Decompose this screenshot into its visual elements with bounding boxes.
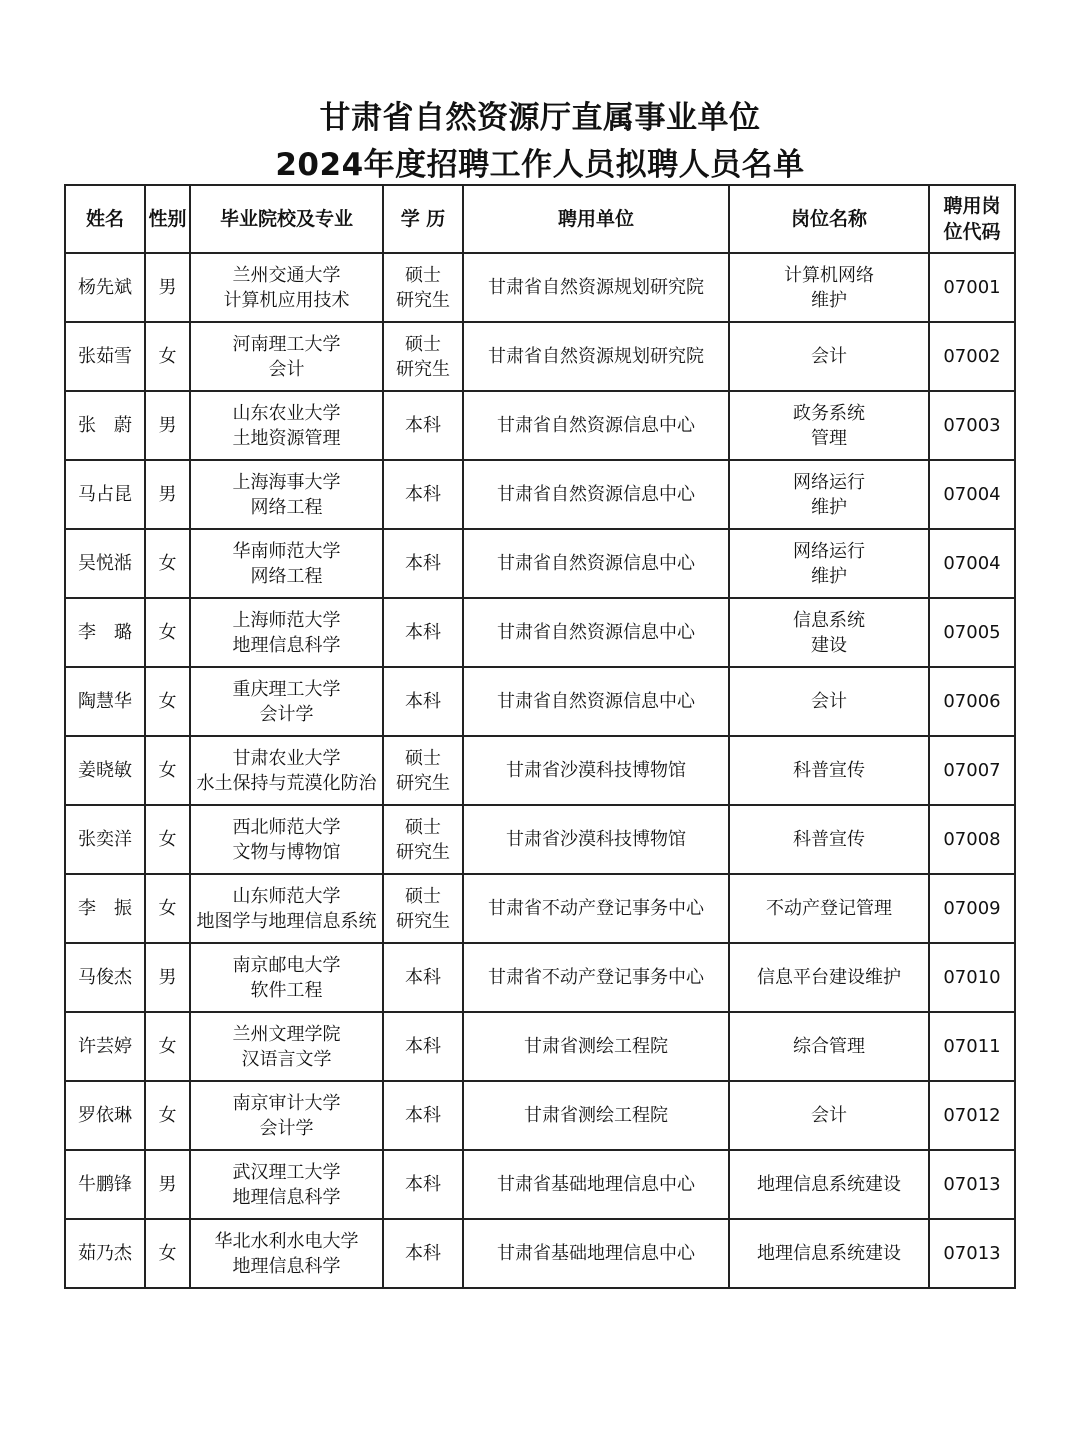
- cell-unit: 甘肃省自然资源信息中心: [463, 598, 729, 667]
- cell-major: 地图学与地理信息系统: [196, 910, 377, 932]
- cell-school: 华南师范大学: [232, 540, 341, 562]
- cell-school-major: [190, 391, 383, 460]
- cell-post-line1: 会计: [811, 346, 847, 367]
- cell-school-major: [190, 736, 383, 805]
- cell-major: 会计: [268, 358, 305, 380]
- cell-unit: 甘肃省测绘工程院: [463, 1012, 729, 1081]
- cell-education-line2: 研究生: [396, 910, 450, 932]
- cell-unit: 甘肃省测绘工程院: [463, 1081, 729, 1150]
- cell-gender: 男: [145, 460, 190, 529]
- table-row: [65, 1081, 1015, 1150]
- cell-name: 茹乃杰: [65, 1219, 145, 1288]
- cell-school: 上海师范大学: [232, 609, 341, 631]
- cell-post-code: 07013: [929, 1219, 1015, 1288]
- cell-major: 网络工程: [250, 496, 323, 518]
- cell-education-line1: 本科: [405, 484, 441, 505]
- cell-gender: 男: [145, 253, 190, 322]
- table-row: [65, 322, 1015, 391]
- cell-post-code: 07003: [929, 391, 1015, 460]
- cell-gender: 女: [145, 529, 190, 598]
- cell-school-major: [190, 805, 383, 874]
- cell-education: [383, 805, 463, 874]
- cell-education-line1: 本科: [405, 1174, 441, 1195]
- header-education: 学 历: [383, 185, 463, 253]
- cell-school: 南京邮电大学: [232, 954, 341, 976]
- cell-school-major: [190, 667, 383, 736]
- table-row: [65, 253, 1015, 322]
- cell-unit: 甘肃省自然资源信息中心: [463, 529, 729, 598]
- cell-post-line1: 不动产登记管理: [766, 898, 892, 919]
- cell-education-line2: 研究生: [396, 358, 450, 380]
- cell-gender: 女: [145, 322, 190, 391]
- cell-education-line1: 硕士: [405, 747, 441, 769]
- header-name: 姓名: [65, 185, 145, 253]
- cell-post-code: 07002: [929, 322, 1015, 391]
- cell-post-line1: 信息系统: [793, 609, 865, 631]
- cell-post-line2: 维护: [811, 565, 847, 587]
- cell-post-line1: 会计: [811, 1105, 847, 1126]
- cell-education: [383, 391, 463, 460]
- cell-name: 姜晓敏: [65, 736, 145, 805]
- table-row: [65, 1150, 1015, 1219]
- cell-post-line1: 科普宣传: [793, 760, 865, 781]
- table-row: [65, 943, 1015, 1012]
- page-subtitle: 2024年度招聘工作人员拟聘人员名单: [275, 147, 805, 183]
- header-post-name: 岗位名称: [729, 185, 929, 253]
- cell-school: 武汉理工大学: [232, 1161, 341, 1183]
- cell-major: 网络工程: [250, 565, 323, 587]
- cell-unit: 甘肃省沙漠科技博物馆: [463, 805, 729, 874]
- cell-education-line1: 本科: [405, 415, 441, 436]
- cell-post-name: [729, 805, 929, 874]
- cell-gender: 女: [145, 598, 190, 667]
- cell-school-major: [190, 598, 383, 667]
- cell-major: 软件工程: [250, 979, 323, 1001]
- cell-major: 文物与博物馆: [232, 841, 341, 863]
- cell-post-name: [729, 1219, 929, 1288]
- cell-post-name: [729, 529, 929, 598]
- cell-post-name: [729, 943, 929, 1012]
- cell-post-name: [729, 598, 929, 667]
- cell-school: 河南理工大学: [232, 333, 341, 355]
- cell-post-code: 07005: [929, 598, 1015, 667]
- cell-post-line1: 网络运行: [793, 471, 865, 493]
- header-post-code: [929, 185, 1015, 253]
- cell-post-code: 07007: [929, 736, 1015, 805]
- cell-education-line2: 研究生: [396, 289, 450, 311]
- cell-post-code: 07012: [929, 1081, 1015, 1150]
- cell-post-code: 07009: [929, 874, 1015, 943]
- cell-post-code: 07008: [929, 805, 1015, 874]
- page-title: 甘肃省自然资源厅直属事业单位: [319, 100, 761, 136]
- cell-gender: 女: [145, 1219, 190, 1288]
- cell-post-code: 07004: [929, 460, 1015, 529]
- cell-post-line1: 会计: [811, 691, 847, 712]
- cell-post-line1: 地理信息系统建设: [757, 1243, 901, 1264]
- cell-school-major: [190, 460, 383, 529]
- cell-gender: 女: [145, 805, 190, 874]
- cell-gender: 男: [145, 1150, 190, 1219]
- cell-major: 会计学: [259, 703, 314, 725]
- cell-education-line1: 本科: [405, 553, 441, 574]
- cell-school-major: [190, 1081, 383, 1150]
- table-row: [65, 874, 1015, 943]
- cell-gender: 女: [145, 1012, 190, 1081]
- table-row: [65, 460, 1015, 529]
- candidate-table: [64, 184, 1016, 1289]
- cell-school-major: [190, 1150, 383, 1219]
- cell-post-line2: 维护: [811, 496, 847, 518]
- cell-gender: 女: [145, 667, 190, 736]
- cell-name: 张 蔚: [65, 391, 145, 460]
- cell-education-line1: 本科: [405, 1105, 441, 1126]
- cell-school: 南京审计大学: [232, 1092, 341, 1114]
- cell-name: 牛鹏锋: [65, 1150, 145, 1219]
- cell-education: [383, 1081, 463, 1150]
- cell-post-code: 07006: [929, 667, 1015, 736]
- table-row: [65, 391, 1015, 460]
- cell-post-line2: 管理: [811, 427, 847, 449]
- cell-education-line1: 本科: [405, 1036, 441, 1057]
- cell-post-code: 07004: [929, 529, 1015, 598]
- cell-school: 华北水利水电大学: [214, 1230, 359, 1252]
- cell-name: 吴悦湉: [65, 529, 145, 598]
- cell-post-line1: 计算机网络: [784, 264, 874, 286]
- cell-unit: 甘肃省基础地理信息中心: [463, 1219, 729, 1288]
- cell-post-name: [729, 391, 929, 460]
- cell-school: 上海海事大学: [232, 471, 341, 493]
- cell-post-name: [729, 1012, 929, 1081]
- cell-name: 马俊杰: [65, 943, 145, 1012]
- cell-school: 西北师范大学: [232, 816, 341, 838]
- cell-name: 马占昆: [65, 460, 145, 529]
- cell-education-line1: 本科: [405, 1243, 441, 1264]
- cell-education-line1: 本科: [405, 691, 441, 712]
- cell-education-line1: 本科: [405, 967, 441, 988]
- cell-education: [383, 736, 463, 805]
- cell-name: 许芸婷: [65, 1012, 145, 1081]
- cell-major: 计算机应用技术: [223, 289, 350, 311]
- cell-education-line1: 硕士: [405, 885, 441, 907]
- table-row: [65, 736, 1015, 805]
- cell-school-major: [190, 529, 383, 598]
- cell-post-name: [729, 253, 929, 322]
- cell-unit: 甘肃省自然资源信息中心: [463, 460, 729, 529]
- header-post-code-line2: 位代码: [943, 221, 1001, 243]
- cell-name: 张奕洋: [65, 805, 145, 874]
- cell-education: [383, 322, 463, 391]
- cell-post-code: 07010: [929, 943, 1015, 1012]
- cell-major: 汉语言文学: [241, 1048, 332, 1070]
- cell-education-line1: 本科: [405, 622, 441, 643]
- cell-school: 山东师范大学: [232, 885, 341, 907]
- cell-name: 陶慧华: [65, 667, 145, 736]
- cell-education: [383, 253, 463, 322]
- cell-name: 李 璐: [65, 598, 145, 667]
- cell-unit: 甘肃省自然资源信息中心: [463, 391, 729, 460]
- cell-major: 地理信息科学: [232, 634, 341, 656]
- cell-gender: 女: [145, 874, 190, 943]
- cell-name: 李 振: [65, 874, 145, 943]
- cell-post-name: [729, 874, 929, 943]
- cell-education-line1: 硕士: [405, 816, 441, 838]
- cell-education: [383, 1150, 463, 1219]
- cell-unit: 甘肃省自然资源信息中心: [463, 667, 729, 736]
- cell-education-line1: 硕士: [405, 264, 441, 286]
- cell-education: [383, 1012, 463, 1081]
- header-school-major: 毕业院校及专业: [190, 185, 383, 253]
- cell-education: [383, 529, 463, 598]
- cell-post-line2: 维护: [811, 289, 847, 311]
- cell-name: 杨先斌: [65, 253, 145, 322]
- table-row: [65, 667, 1015, 736]
- cell-post-name: [729, 1081, 929, 1150]
- cell-post-line1: 地理信息系统建设: [757, 1174, 901, 1195]
- cell-education-line2: 研究生: [396, 772, 450, 794]
- cell-unit: 甘肃省自然资源规划研究院: [463, 253, 729, 322]
- cell-post-line2: 建设: [811, 634, 847, 656]
- cell-school-major: [190, 874, 383, 943]
- cell-gender: 女: [145, 736, 190, 805]
- cell-gender: 男: [145, 943, 190, 1012]
- cell-school: 兰州交通大学: [232, 264, 341, 286]
- header-gender: 性别: [145, 185, 190, 253]
- cell-major: 土地资源管理: [232, 427, 341, 449]
- header-post-code-line1: 聘用岗: [943, 195, 1001, 217]
- table-row: [65, 529, 1015, 598]
- cell-major: 地理信息科学: [232, 1255, 341, 1277]
- cell-education: [383, 1219, 463, 1288]
- table-row: [65, 598, 1015, 667]
- cell-unit: 甘肃省不动产登记事务中心: [463, 874, 729, 943]
- cell-post-code: 07001: [929, 253, 1015, 322]
- cell-post-line1: 科普宣传: [793, 829, 865, 850]
- cell-post-name: [729, 1150, 929, 1219]
- cell-school-major: [190, 253, 383, 322]
- cell-school-major: [190, 943, 383, 1012]
- cell-major: 地理信息科学: [232, 1186, 341, 1208]
- table-header-row: [65, 185, 1015, 253]
- cell-education-line2: 研究生: [396, 841, 450, 863]
- cell-education: [383, 667, 463, 736]
- cell-school: 兰州文理学院: [232, 1023, 341, 1045]
- cell-unit: 甘肃省自然资源规划研究院: [463, 322, 729, 391]
- cell-post-line1: 网络运行: [793, 540, 865, 562]
- cell-unit: 甘肃省基础地理信息中心: [463, 1150, 729, 1219]
- cell-major: 水土保持与荒漠化防治: [196, 772, 377, 794]
- header-unit: 聘用单位: [463, 185, 729, 253]
- cell-post-name: [729, 460, 929, 529]
- cell-post-code: 07013: [929, 1150, 1015, 1219]
- cell-name: 罗依琳: [65, 1081, 145, 1150]
- cell-education-line1: 硕士: [405, 333, 441, 355]
- cell-post-code: 07011: [929, 1012, 1015, 1081]
- table-row: [65, 805, 1015, 874]
- cell-post-line1: 信息平台建设维护: [757, 967, 901, 988]
- cell-post-name: [729, 667, 929, 736]
- cell-education: [383, 874, 463, 943]
- cell-post-name: [729, 736, 929, 805]
- table-row: [65, 1012, 1015, 1081]
- cell-school: 甘肃农业大学: [232, 747, 341, 769]
- table-body: [65, 253, 1015, 1288]
- table-row: [65, 1219, 1015, 1288]
- cell-post-line1: 政务系统: [793, 402, 865, 424]
- cell-school: 山东农业大学: [232, 402, 341, 424]
- cell-education: [383, 598, 463, 667]
- cell-school-major: [190, 1012, 383, 1081]
- cell-education: [383, 943, 463, 1012]
- cell-major: 会计学: [259, 1117, 314, 1139]
- cell-name: 张茹雪: [65, 322, 145, 391]
- cell-school: 重庆理工大学: [232, 678, 341, 700]
- cell-post-line1: 综合管理: [793, 1036, 865, 1057]
- cell-school-major: [190, 322, 383, 391]
- cell-unit: 甘肃省沙漠科技博物馆: [463, 736, 729, 805]
- cell-education: [383, 460, 463, 529]
- cell-gender: 女: [145, 1081, 190, 1150]
- cell-unit: 甘肃省不动产登记事务中心: [463, 943, 729, 1012]
- cell-school-major: [190, 1219, 383, 1288]
- cell-gender: 男: [145, 391, 190, 460]
- cell-post-name: [729, 322, 929, 391]
